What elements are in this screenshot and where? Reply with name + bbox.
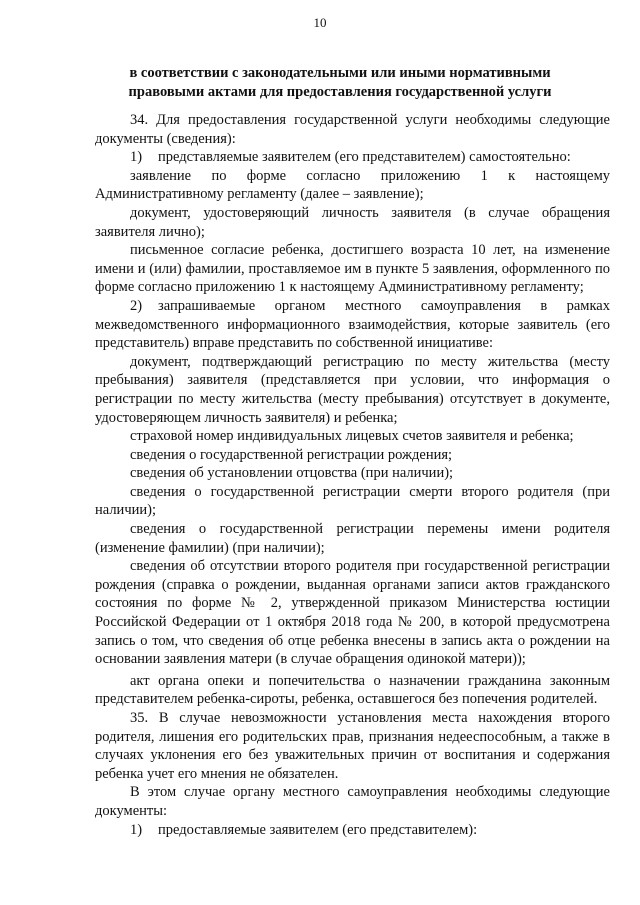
list-number: 1) xyxy=(130,821,143,838)
list-item-text: предоставляемые заявителем (его представителем): xyxy=(158,821,478,838)
page-number: 10 xyxy=(313,15,327,30)
list-number: 1) xyxy=(130,149,143,166)
paragraph: заявление по форме согласно приложению 1 к настоящему Административному регламенту (далее – заявление); xyxy=(95,167,610,203)
paragraph: сведения о государственной регистрации смерти второго родителя (при наличии); xyxy=(95,483,610,519)
paragraph: страховой номер индивидуальных лицевых счетов заявителя и ребенка; xyxy=(130,428,574,445)
paragraph: документ, подтверждающий регистрацию по месту жительства (месту пребывания) заявителя (представляется при условии, что информация о регистрации по месту жительства (месту пребывания) отсутствует в документе, удостоверяющем личность заявителя) и ребенка; xyxy=(95,353,610,426)
list-item-text: запрашиваемые органом местного самоуправления в рамках межведомственного информационного взаимодействия, которые заявитель (его представитель) вправе представить по собственной инициативе: xyxy=(95,297,610,352)
list-item-text: представляемые заявителем (его представителем) самостоятельно: xyxy=(158,149,571,166)
paragraph: сведения об установлении отцовства (при наличии); xyxy=(130,465,454,482)
paragraph-34: 34. Для предоставления государственной услуги необходимы следующие документы (сведения): xyxy=(95,112,610,147)
list-item-1 xyxy=(95,148,610,167)
paragraph: письменное согласие ребенка, достигшего возраста 10 лет, на изменение имени и (или) фамилии, проставляемое им в пункте 5 заявления, оформленного по форме согласно приложению 1 к настоящему Административному регламенту; xyxy=(95,242,610,296)
paragraph: В этом случае органу местного самоуправления необходимы следующие документы: xyxy=(95,784,610,819)
document-body xyxy=(95,111,610,839)
list-number: 2) xyxy=(130,297,143,314)
list-item-1 xyxy=(95,821,610,840)
paragraph-35: 35. В случае невозможности установления места нахождения второго родителя, лишения его родительских прав, признания недееспособным, а также в случаях уклонения его без уважительных причин от воспитания и содержания ребенка учет его мнения не обязателен. xyxy=(95,710,610,782)
list-item-2 xyxy=(95,297,610,353)
paragraph: документ, удостоверяющий личность заявителя (в случае обращения заявителя лично); xyxy=(95,204,610,240)
paragraph: сведения о государственной регистрации рождения; xyxy=(130,446,453,463)
section-heading: в соответствии с законодательными или иными нормативными правовыми актами для предоставления государственной услуги xyxy=(128,65,552,100)
paragraph: акт органа опеки и попечительства о назначении гражданина законным представителем ребенка-сироты, ребенка, оставшегося без попечения родителей. xyxy=(95,672,610,708)
paragraph: сведения о государственной регистрации перемены имени родителя (изменение фамилии) (при наличии); xyxy=(95,521,610,556)
paragraph: сведения об отсутствии второго родителя при государственной регистрации рождения (справка о рождении, выданная органами записи актов гражданского состояния по форме № 2, утвержденной приказом Министерства юстиции Российской Федерации от 1 октября 2018 года № 200, в которой предусмотрена запись о том, что сведения об отце ребенка внесены в запись акта о рождении на основании заявления матери (в случае обращения одинокой матери)); xyxy=(95,558,610,668)
